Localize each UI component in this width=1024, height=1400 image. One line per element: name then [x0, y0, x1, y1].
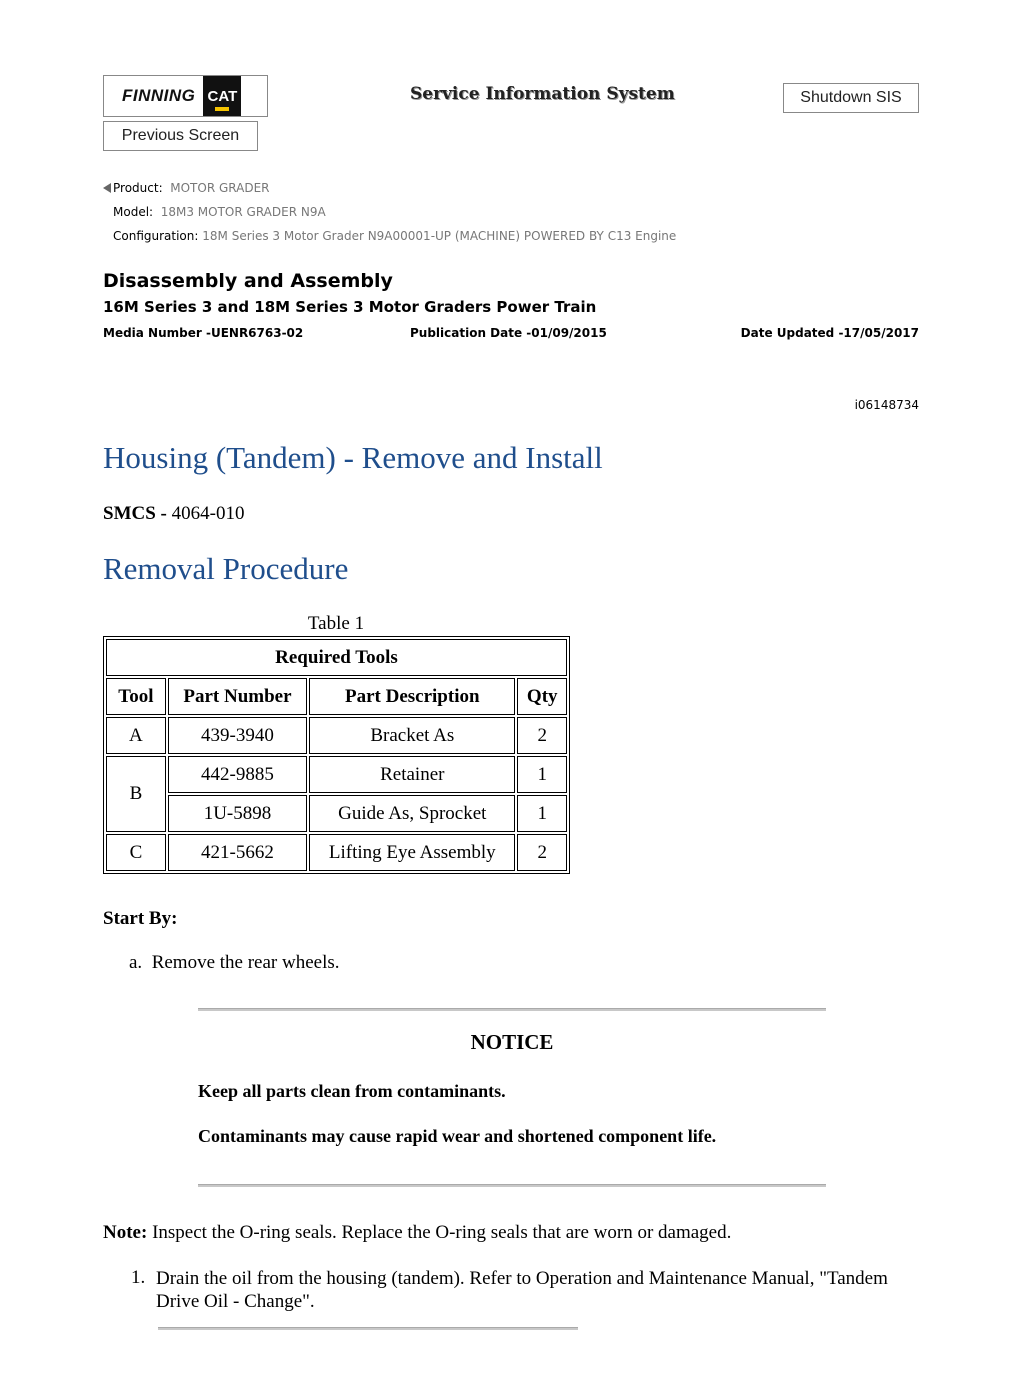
configuration-label: Configuration: [113, 229, 199, 243]
product-value: MOTOR GRADER [170, 181, 270, 195]
cell-part-number: 442-9885 [168, 756, 307, 793]
table-row [106, 795, 567, 832]
column-header-part-number: Part Number [168, 678, 307, 715]
smcs-value: 4064-010 [171, 503, 245, 524]
notice-title: NOTICE [470, 1030, 554, 1054]
cell-part-number: 421-5662 [168, 834, 307, 871]
table-title: Required Tools [106, 639, 567, 676]
step-text: Remove the rear wheels. [151, 952, 340, 973]
date-updated: Date Updated -17/05/2017 [740, 326, 919, 340]
document-subtitle: 16M Series 3 and 18M Series 3 Motor Graders Power Train [103, 298, 597, 316]
breadcrumb-product [103, 181, 270, 195]
table-row [106, 717, 567, 754]
document-id: i06148734 [854, 398, 919, 412]
column-header-part-description: Part Description [309, 678, 515, 715]
previous-screen-button[interactable]: Previous Screen [103, 121, 258, 151]
notice-line: Contaminants may cause rapid wear and shortened component life. [198, 1126, 717, 1146]
system-title: Service Information System [410, 84, 675, 104]
image-divider [158, 1327, 578, 1330]
cell-tool: C [106, 834, 166, 871]
cell-part-description: Guide As, Sprocket [309, 795, 515, 832]
page-title: Housing (Tandem) - Remove and Install [103, 440, 603, 475]
table-row [106, 834, 567, 871]
cell-part-number: 439-3940 [168, 717, 307, 754]
shutdown-sis-button[interactable]: Shutdown SIS [783, 83, 919, 113]
smcs-code [103, 503, 244, 525]
note-text: Inspect the O-ring seals. Replace the O-ring seals that are worn or damaged. [152, 1222, 732, 1243]
note-label: Note: [103, 1222, 148, 1243]
configuration-value: 18M Series 3 Motor Grader N9A00001-UP (MACHINE) POWERED BY C13 Engine [202, 229, 677, 243]
breadcrumb-model [113, 205, 326, 219]
smcs-label: SMCS - [103, 503, 167, 524]
table-caption: Table 1 [307, 613, 365, 634]
model-label: Model: [113, 205, 154, 219]
section-title: Removal Procedure [103, 551, 349, 586]
cell-qty: 1 [517, 756, 567, 793]
document-category: Disassembly and Assembly [103, 270, 393, 292]
cell-part-number: 1U-5898 [168, 795, 307, 832]
column-header-qty: Qty [517, 678, 567, 715]
media-number: Media Number -UENR6763-02 [103, 326, 304, 340]
notice-bottom-divider [198, 1184, 826, 1187]
finning-logo-text: FINNING [122, 86, 196, 105]
required-tools-table [103, 636, 570, 874]
breadcrumb-configuration [113, 229, 676, 243]
finning-cat-logo [103, 75, 268, 117]
column-header-tool: Tool [106, 678, 166, 715]
cell-qty: 1 [517, 795, 567, 832]
cell-part-description: Bracket As [309, 717, 515, 754]
notice-top-divider [198, 1008, 826, 1011]
model-value: 18M3 MOTOR GRADER N9A [160, 205, 326, 219]
cell-tool: B [106, 756, 166, 832]
table-row [106, 756, 567, 793]
step-marker: a. [129, 952, 143, 973]
cell-tool: A [106, 717, 166, 754]
cell-part-description: Lifting Eye Assembly [309, 834, 515, 871]
step-text: Drain the oil from the housing (tandem). Refer to Operation and Maintenance Manual, "Tandem Drive Oil - Change". [156, 1268, 888, 1312]
start-by-label: Start By: [103, 908, 178, 929]
cell-qty: 2 [517, 834, 567, 871]
cat-logo-mark: CAT [203, 76, 241, 116]
publication-date: Publication Date -01/09/2015 [410, 326, 607, 340]
start-by-step [129, 952, 340, 974]
note-paragraph [103, 1222, 731, 1244]
product-label: Product: [113, 181, 163, 195]
step-marker: 1. [131, 1267, 146, 1288]
back-arrow-icon[interactable] [103, 183, 111, 193]
cell-part-description: Retainer [309, 756, 515, 793]
notice-line: Keep all parts clean from contaminants. [198, 1081, 506, 1101]
cell-qty: 2 [517, 717, 567, 754]
